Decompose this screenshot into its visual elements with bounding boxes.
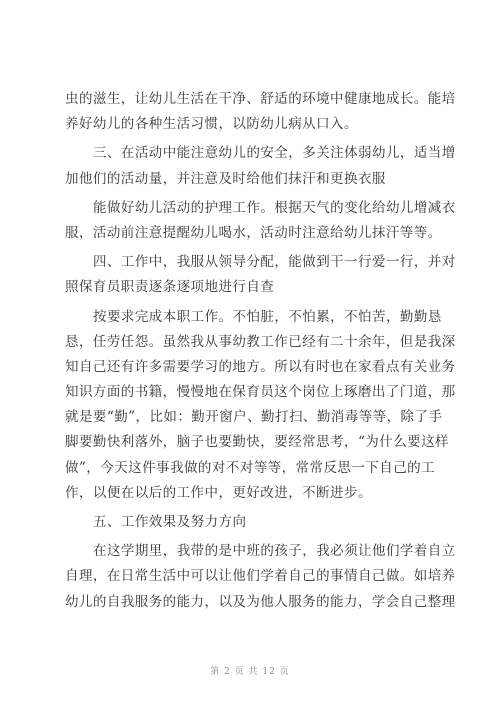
text-line: 养好幼儿的各种生活习惯，以防幼儿病从口入。 — [65, 116, 358, 133]
section-heading: 五、工作效果及努力方向 — [93, 514, 247, 530]
text-line: 按要求完成本职工作。不怕脏，不怕累，不怕苦，勤勤恳 — [93, 308, 442, 325]
text-line: 知识方面的书籍，慢慢地在保育员这个岗位上琢磨出了门道，那 — [65, 384, 456, 401]
paragraph-hygiene — [65, 87, 456, 137]
text-line: 就是要“勤”，比如：勤开窗户、勤打扫、勤消毒等等，除了手 — [65, 409, 443, 426]
text-line: 能做好幼儿活动的护理工作。根据天气的变化给幼儿增减衣 — [93, 199, 456, 216]
document-body — [65, 87, 456, 615]
text-line: 四、工作中，我服从领导分配，能做到干一行爱一行，并对 — [93, 254, 456, 271]
text-line: 做”，今天这件事我做的对不对等等，常常反思一下自己的工 — [65, 459, 436, 476]
text-line: 三、在活动中能注意幼儿的安全，多关注体弱幼儿，适当增 — [93, 145, 456, 162]
paragraph-duties — [65, 305, 456, 507]
paragraph-section-3 — [65, 141, 456, 191]
paragraph-activity-care — [65, 196, 456, 246]
text-line: 服，活动前注意提醒幼儿喝水，活动时注意给幼儿抹汗等等。 — [65, 224, 442, 241]
text-line: 照保育员职责逐条逐项地进行自查 — [65, 279, 275, 296]
text-line: 幼儿的自我服务的能力，以及为他人服务的能力，学会自己整理 — [65, 593, 456, 610]
text-line: 加他们的活动量，并注意及时给他们抹汗和更换衣服 — [65, 170, 386, 187]
paragraph-semester — [65, 539, 456, 615]
text-line: 在这学期里，我带的是中班的孩子，我必须让他们学着自立 — [93, 543, 456, 560]
section-heading-5 — [65, 510, 437, 535]
text-line: 恳，任劳任怨。虽然我从事幼教工作已经有二十余年，但是我深 — [65, 333, 456, 350]
page-footer: 第 2 页 共 12 页 — [210, 667, 290, 677]
text-line: 知自己还有许多需要学习的地方。所以有时也在家看点有关业务 — [65, 358, 456, 375]
text-line: 虫的滋生，让幼儿生活在干净、舒适的环境中健康地成长。能培 — [65, 91, 456, 107]
text-line: 自理，在日常生活中可以让他们学着自己的事情自己做。如培养 — [65, 568, 456, 585]
text-line: 作，以便在以后的工作中，更好改进，不断进步。 — [65, 484, 372, 501]
text-line: 脚要勤快利落外，脑子也要勤快，要经常思考，“为什么要这样 — [65, 434, 450, 451]
paragraph-section-4 — [65, 250, 456, 300]
